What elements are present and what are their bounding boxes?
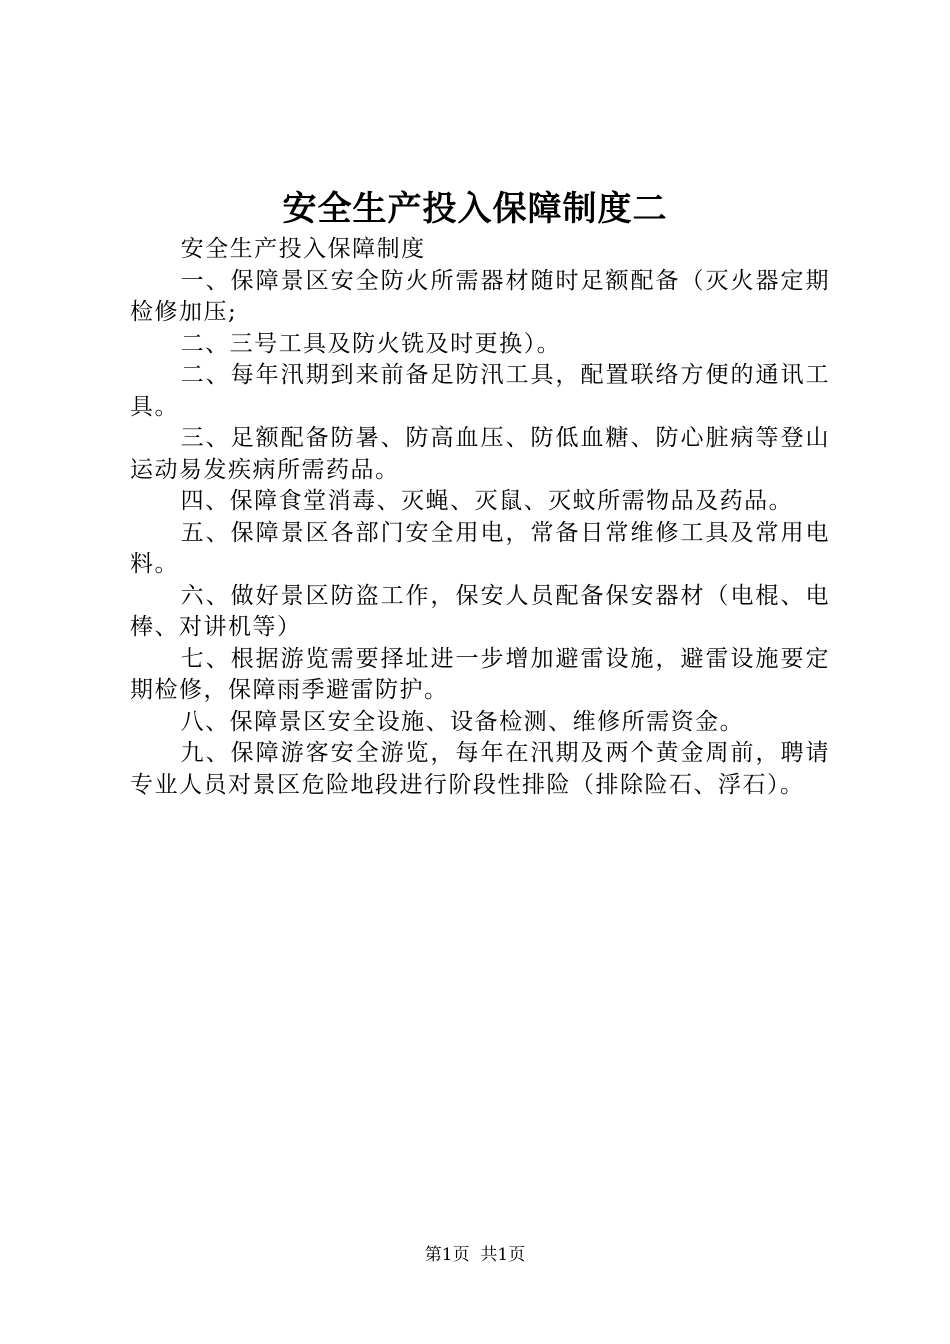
paragraph: 七、根据游览需要择址进一步增加避雷设施，避雷设施要定期检修，保障雨季避雷防护。 bbox=[130, 645, 830, 703]
paragraph: 二、每年汛期到来前备足防汛工具，配置联络方便的通讯工具。 bbox=[130, 362, 830, 420]
paragraph: 六、做好景区防盗工作，保安人员配备保安器材（电棍、电棒、对讲机等） bbox=[130, 582, 830, 640]
paragraph: 五、保障景区各部门安全用电，常备日常维修工具及常用电料。 bbox=[130, 519, 830, 577]
footer-spacer bbox=[470, 1245, 481, 1265]
document-body bbox=[130, 234, 830, 801]
paragraph: 八、保障景区安全设施、设备检测、维修所需资金。 bbox=[180, 708, 745, 735]
page-number: 第1页 bbox=[424, 1245, 470, 1265]
page-total: 共1页 bbox=[480, 1245, 526, 1265]
paragraph: 三、足额配备防暑、防高血压、防低血糖、防心脏病等登山运动易发疾病所需药品。 bbox=[130, 425, 830, 483]
paragraph: 四、保障食堂消毒、灭蝇、灭鼠、灭蚊所需物品及药品。 bbox=[180, 488, 794, 514]
paragraph: 一、保障景区安全防火所需器材随时足额配备（灭火器定期检修加压; bbox=[130, 267, 830, 325]
paragraph: 九、保障游客安全游览，每年在汛期及两个黄金周前，聘请专业人员对景区危险地段进行阶段性排险（排除险石、浮石）。 bbox=[130, 740, 830, 798]
page-footer bbox=[0, 1243, 950, 1267]
document-title: 安全生产投入保障制度二 bbox=[282, 189, 668, 229]
paragraph: 二、三号工具及防火铣及时更换）。 bbox=[180, 330, 562, 357]
paragraph: 安全生产投入保障制度 bbox=[180, 236, 426, 262]
